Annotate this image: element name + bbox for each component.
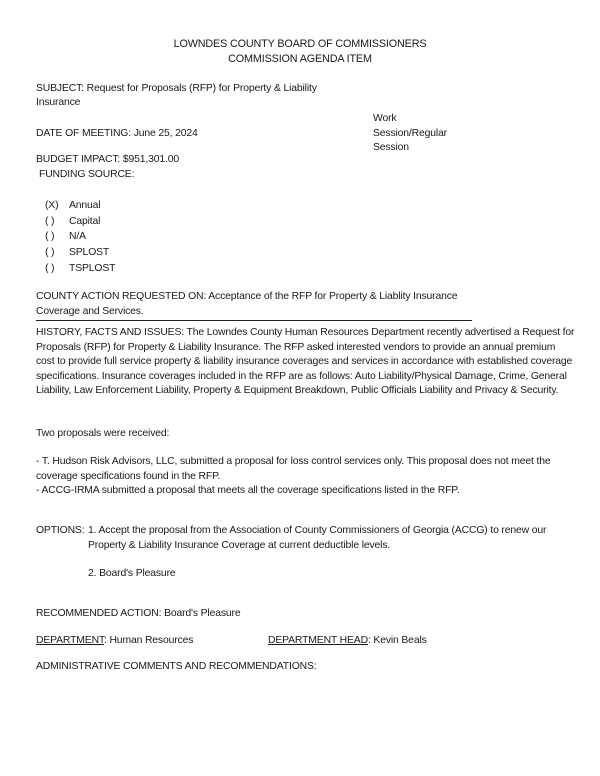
department-value: : Human Resources bbox=[103, 635, 194, 646]
subject-value-cont: Insurance bbox=[36, 97, 81, 108]
funding-source-list bbox=[45, 198, 115, 276]
funding-option-capital bbox=[45, 214, 115, 230]
department-head bbox=[268, 634, 427, 649]
meeting-type: Session bbox=[373, 142, 409, 153]
budget-value: $951,301.00 bbox=[122, 154, 180, 165]
county-action-cont: Coverage and Services. bbox=[36, 306, 144, 317]
funding-mark: ( ) bbox=[45, 231, 55, 243]
funding-label: Annual bbox=[69, 200, 101, 211]
proposal-item: - ACCG-IRMA submitted a proposal that meets all the coverage specifications listed in the RFP. bbox=[36, 485, 460, 496]
subject-value: Request for Proposals (RFP) for Property & Liability bbox=[86, 83, 317, 94]
funding-label: Capital bbox=[69, 215, 101, 227]
funding-label: SPLOST bbox=[69, 247, 110, 259]
recommended-value: Board's Pleasure bbox=[164, 608, 241, 619]
divider bbox=[36, 320, 472, 321]
options-label: OPTIONS: bbox=[36, 525, 85, 536]
funding-label: N/A bbox=[69, 231, 86, 243]
budget-label: BUDGET IMPACT: bbox=[36, 154, 121, 165]
subject bbox=[36, 82, 317, 97]
option-item: 1. Accept the proposal from the Association of County Commissioners of Georgia (ACCG) to renew our Property & Liability Insurance Coverage at current deductible levels. bbox=[88, 525, 547, 551]
funding-option-splost bbox=[45, 245, 115, 261]
funding-mark: (X) bbox=[45, 200, 59, 211]
proposal-item: - T. Hudson Risk Advisors, LLC, submitted a proposal for loss control services only. This proposal does not meet the coverage specifications found in the RFP. bbox=[36, 456, 551, 482]
funding-option-na bbox=[45, 229, 115, 245]
funding-source-label: FUNDING SOURCE: bbox=[39, 169, 135, 180]
proposals-intro: Two proposals were received: bbox=[36, 428, 170, 439]
county-action-label: COUNTY ACTION REQUESTED ON: bbox=[36, 291, 207, 302]
document-subtitle: COMMISSION AGENDA ITEM bbox=[228, 53, 372, 65]
funding-mark: ( ) bbox=[45, 262, 55, 274]
admin-comments-label: ADMINISTRATIVE COMMENTS AND RECOMMENDATIONS: bbox=[36, 661, 317, 672]
recommended-label: RECOMMENDED ACTION: bbox=[36, 608, 162, 619]
history-text: The Lowndes County Human Resources Department recently advertised a Request for Proposals (RFP) for Property & Liability Insurance. The RFP asked interested vendors to provide an annual premium cost to provide full service property & liability insurance coverages and services in accordance with established coverage specifications. Insurance coverages included in the RFP are as follows: Auto Liability/Physical Damage, Crime, General Liability, Law Enforcement Liability, Property & Equipment Breakdown, Public Officials Liability and Privacy & Security. bbox=[36, 327, 575, 396]
subject-label: SUBJECT: bbox=[36, 83, 84, 94]
date-value: June 25, 2024 bbox=[133, 128, 198, 139]
funding-mark: ( ) bbox=[45, 247, 55, 259]
history-facts-issues bbox=[36, 326, 576, 399]
meeting-type: Work bbox=[373, 113, 397, 124]
department bbox=[36, 634, 193, 649]
funding-label: TSPLOST bbox=[69, 262, 116, 274]
date-label: DATE OF MEETING: bbox=[36, 128, 131, 139]
county-action bbox=[36, 290, 457, 305]
meeting-type: Session/Regular bbox=[373, 128, 447, 139]
department-label: DEPARTMENT bbox=[36, 635, 104, 646]
option-item: 2. Board's Pleasure bbox=[88, 568, 176, 579]
recommended-action bbox=[36, 607, 240, 622]
history-label: HISTORY, FACTS AND ISSUES: bbox=[36, 327, 184, 338]
department-head-value: : Kevin Beals bbox=[367, 635, 427, 646]
funding-option-annual bbox=[45, 198, 115, 214]
department-head-label: DEPARTMENT HEAD bbox=[268, 635, 368, 646]
county-action-value: Acceptance of the RFP for Property & Liablity Insurance bbox=[208, 291, 458, 302]
document-title: LOWNDES COUNTY BOARD OF COMMISSIONERS bbox=[173, 38, 427, 50]
funding-mark: ( ) bbox=[45, 215, 55, 227]
budget-impact bbox=[36, 153, 179, 168]
funding-option-tsplost bbox=[45, 261, 115, 277]
date-of-meeting bbox=[36, 127, 198, 142]
